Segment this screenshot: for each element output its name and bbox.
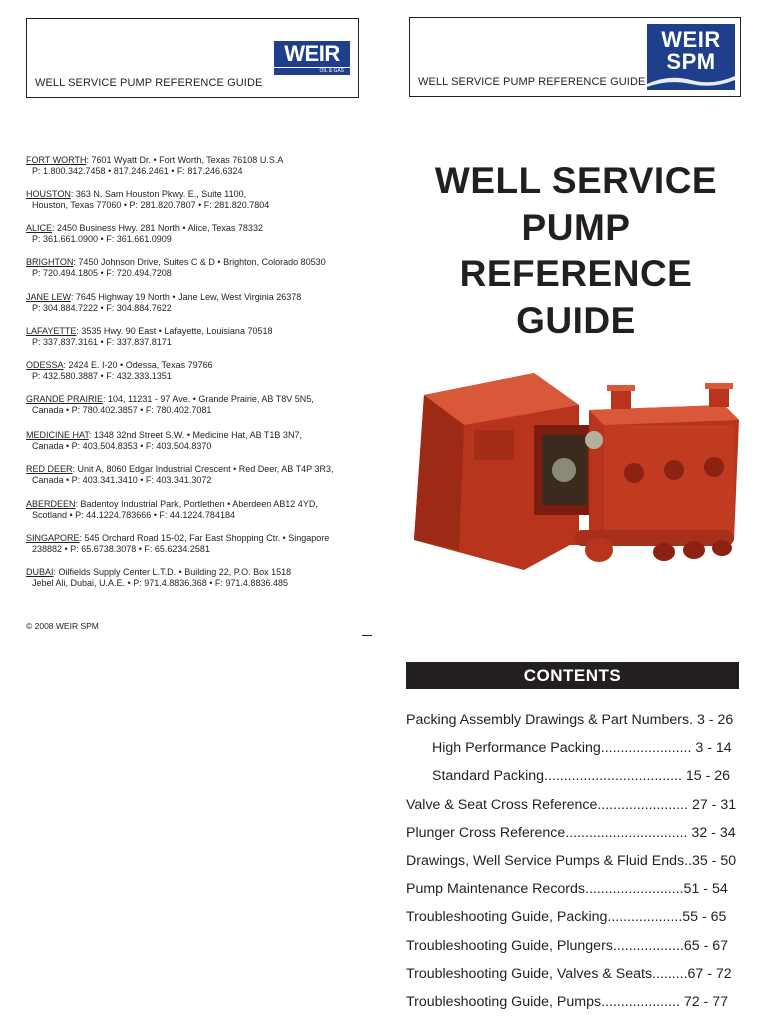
weir-spm-logo [647,24,735,90]
location-city: JANE LEW [26,292,71,302]
location-address: : 545 Orchard Road 15-02, Far East Shopping Ctr. • Singapore [79,533,330,543]
spm-logo-line: SPM [666,49,716,74]
location-phone: Canada • P: 780.402.3857 • F: 780.402.7081 [32,405,212,416]
toc-entry: Troubleshooting Guide, Valves & Seats.........67 - 72 [406,965,732,982]
copyright-text: © 2008 WEIR SPM [26,621,99,631]
toc-entry: Valve & Seat Cross Reference....................... 27 - 31 [406,796,737,813]
title-line-2: PUMP [521,206,631,248]
location-entry [26,533,329,555]
title-line-1: WELL SERVICE [434,160,718,201]
location-city: BRIGHTON [26,257,74,267]
location-phone: P: 361.661.0900 • F: 361.661.0909 [32,234,172,245]
oil-gas-label: OIL & GAS [274,68,350,75]
right-guide-label: WELL SERVICE PUMP REFERENCE GUIDE [418,76,646,88]
weir-logo-text: WEIR [274,41,350,67]
location-city: ABERDEEN [26,499,76,509]
left-header-card [26,18,359,98]
toc-entry: Troubleshooting Guide, Plungers..................65 - 67 [406,937,729,954]
location-entry [26,567,291,589]
location-address: : 1348 32nd Street S.W. • Medicine Hat, AB T1B 3N7, [88,430,302,440]
logo-wave-graphic [647,70,735,90]
page-title [410,158,742,344]
location-phone: P: 432.580.3887 • F: 432.333.1351 [32,371,172,382]
toc-entry: Troubleshooting Guide, Packing...................55 - 65 [406,909,727,926]
location-entry [26,189,269,211]
toc-entry: Pump Maintenance Records.........................51 - 54 [406,881,728,898]
location-address: : 363 N. Sam Houston Pkwy. E., Suite 1100, [70,189,247,199]
toc-subentry: Standard Packing................................... 15 - 26 [432,768,731,785]
location-address: : Oilfields Supply Center L.T.D. • Building 22, P.O. Box 1518 [53,567,292,577]
location-address: : 2450 Business Hwy. 281 North • Alice, Texas 78332 [52,223,263,233]
location-phone: P: 337.837.3161 • F: 337.837.8171 [32,337,172,348]
location-entry [26,360,213,382]
location-phone: Houston, Texas 77060 • P: 281.820.7807 • F: 281.820.7804 [32,200,270,211]
location-address: : 7450 Johnson Drive, Suites C & D • Brighton, Colorado 80530 [73,257,326,267]
weir-oil-gas-logo [274,41,350,75]
location-phone: P: 304.884.7222 • F: 304.884.7622 [32,303,172,314]
location-city: MEDICINE HAT [26,430,89,440]
title-line-3: REFERENCE [459,253,693,294]
location-entry [26,155,283,177]
location-city: ODESSA [26,360,64,370]
location-entry [26,292,301,314]
title-line-4: GUIDE [516,299,636,341]
toc-entry: Plunger Cross Reference............................... 32 - 34 [406,824,736,841]
location-city: SINGAPORE [26,533,80,543]
location-city: ALICE [26,223,53,233]
location-entry [26,499,318,521]
location-entry [26,326,272,348]
pump-image [404,365,744,580]
location-entry [26,223,263,245]
location-entry [26,257,326,279]
location-entry [26,464,333,486]
location-address: : 7601 Wyatt Dr. • Fort Worth, Texas 76108 U.S.A [86,155,284,165]
location-city: RED DEER [26,464,73,474]
location-phone: 238882 • P: 65.6738.3078 • F: 65.6234.2581 [32,544,210,555]
location-city: HOUSTON [26,189,71,199]
location-address: : 7645 Highway 19 North • Jane Lew, West Virginia 26378 [70,292,302,302]
location-city: DUBAI [26,567,54,577]
location-city: LAFAYETTE [26,326,77,336]
location-phone: P: 720.494.1805 • F: 720.494.7208 [32,268,172,279]
toc-entry: Packing Assembly Drawings & Part Numbers. 3 - 26 [406,712,734,728]
location-entry [26,394,314,416]
location-address: : 104, 11231 - 97 Ave. • Grande Prairie, AB T8V 5N5, [103,394,314,404]
location-address: : Unit A, 8060 Edgar Industrial Crescent • Red Deer, AB T4P 3R3, [72,464,334,474]
contents-heading: CONTENTS [406,662,739,689]
location-city: FORT WORTH [26,155,87,165]
toc-entry: Troubleshooting Guide, Pumps.................... 72 - 77 [406,994,729,1010]
right-header-card [409,17,741,97]
location-phone: Scotland • P: 44.1224.783666 • F: 44.1224.784184 [32,510,235,521]
weir-logo-line: WEIR [661,27,721,52]
location-phone: Canada • P: 403.504.8353 • F: 403.504.8370 [32,441,212,452]
location-phone: Jebel Ali, Dubai, U.A.E. • P: 971.4.8836.368 • F: 971.4.8836.485 [32,578,288,589]
location-entry [26,430,302,452]
toc-subentry: High Performance Packing....................... 3 - 14 [432,740,732,757]
left-guide-label: WELL SERVICE PUMP REFERENCE GUIDE [35,77,263,89]
location-phone: Canada • P: 403.341.3410 • F: 403.341.3072 [32,475,212,486]
divider-dash [362,635,372,636]
location-phone: P: 1.800.342.7458 • 817.246.2461 • F: 817.246.6324 [32,166,243,177]
location-address: : 2424 E. I-20 • Odessa, Texas 79766 [63,360,213,370]
location-city: GRANDE PRAIRIE [26,394,104,404]
location-address: : 3535 Hwy. 90 East • Lafayette, Louisiana 70518 [76,326,273,336]
location-address: : Badentoy Industrial Park, Portlethen • Aberdeen AB12 4YD, [75,499,318,509]
toc-entry: Drawings, Well Service Pumps & Fluid Ends..35 - 50 [406,853,737,869]
